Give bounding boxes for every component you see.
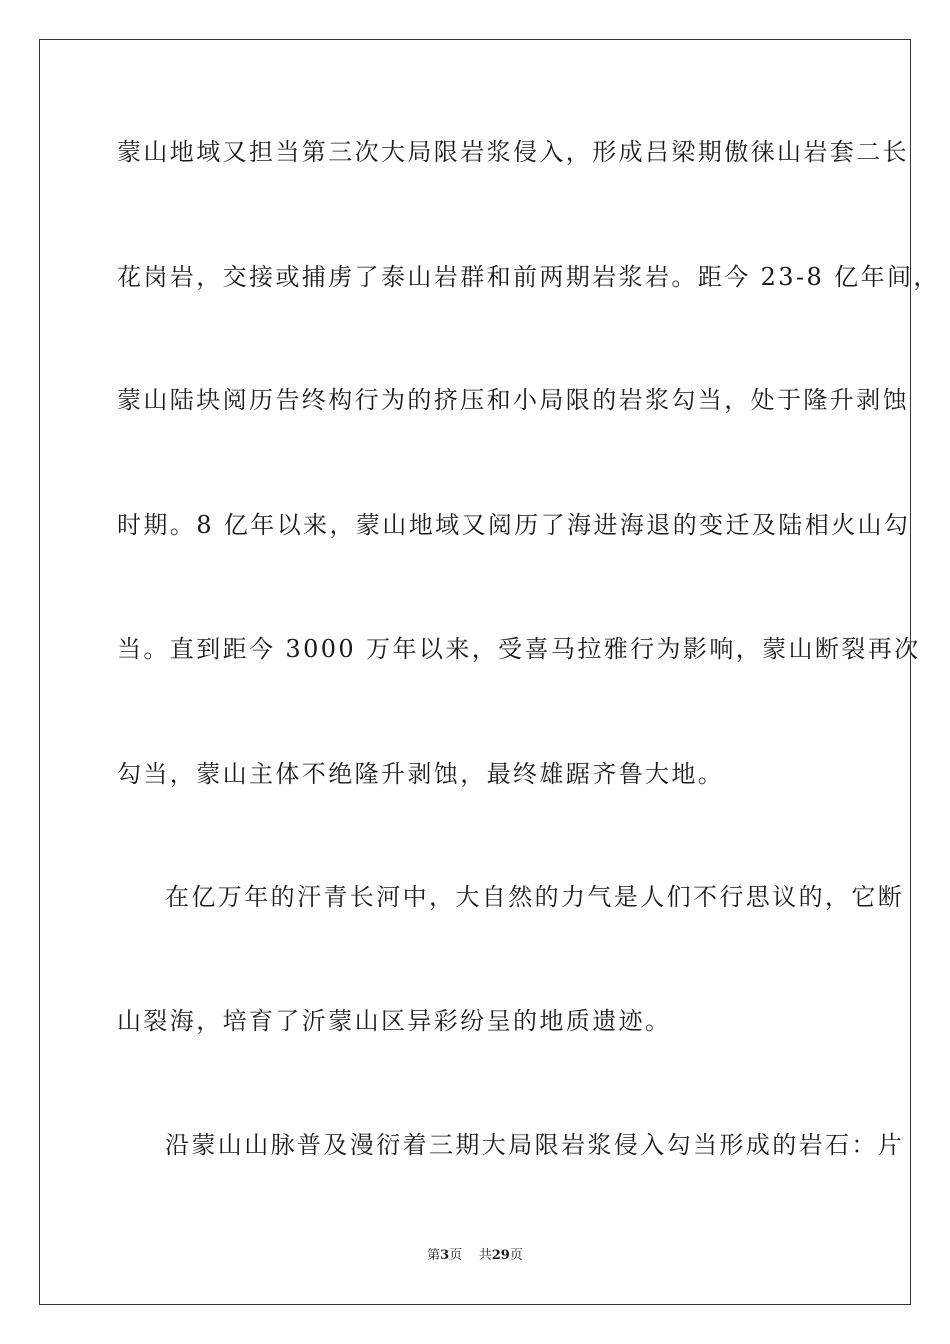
text-line-4: 时期。8 亿年以来，蒙山地域又阅历了海进海退的变迁及陆相火山勾 bbox=[117, 511, 911, 539]
text-line-8: 山裂海，培育了沂蒙山区异彩纷呈的地质遗迹。 bbox=[117, 1007, 672, 1035]
page-suffix: 页 bbox=[449, 1248, 463, 1263]
text-line-9: 沿蒙山山脉普及漫衍着三期大局限岩浆侵入勾当形成的岩石：片 bbox=[165, 1131, 905, 1159]
text-line-7: 在亿万年的汗青长河中，大自然的力气是人们不行思议的，它断 bbox=[165, 883, 905, 911]
total-suffix: 页 bbox=[509, 1248, 523, 1263]
text-line-3: 蒙山陆块阅历告终构行为的挤压和小局限的岩浆勾当，处于隆升剥蚀 bbox=[117, 386, 909, 414]
text-line-2: 花岗岩，交接或捕虏了泰山岩群和前两期岩浆岩。距今 23-8 亿年间， bbox=[117, 263, 940, 291]
total-prefix: 共 bbox=[478, 1248, 492, 1263]
page-border bbox=[39, 39, 911, 1305]
text-line-1: 蒙山地域又担当第三次大局限岩浆侵入，形成吕梁期傲徕山岩套二长 bbox=[117, 138, 909, 166]
page-footer bbox=[0, 1247, 950, 1265]
text-line-5: 当。直到距今 3000 万年以来，受喜马拉雅行为影响，蒙山断裂再次 bbox=[117, 635, 921, 663]
text-line-6: 勾当，蒙山主体不绝隆升剥蚀，最终雄踞齐鲁大地。 bbox=[117, 760, 725, 788]
total-pages: 29 bbox=[491, 1248, 510, 1263]
page-prefix: 第 bbox=[427, 1248, 441, 1263]
page-number: 3 bbox=[440, 1248, 450, 1263]
